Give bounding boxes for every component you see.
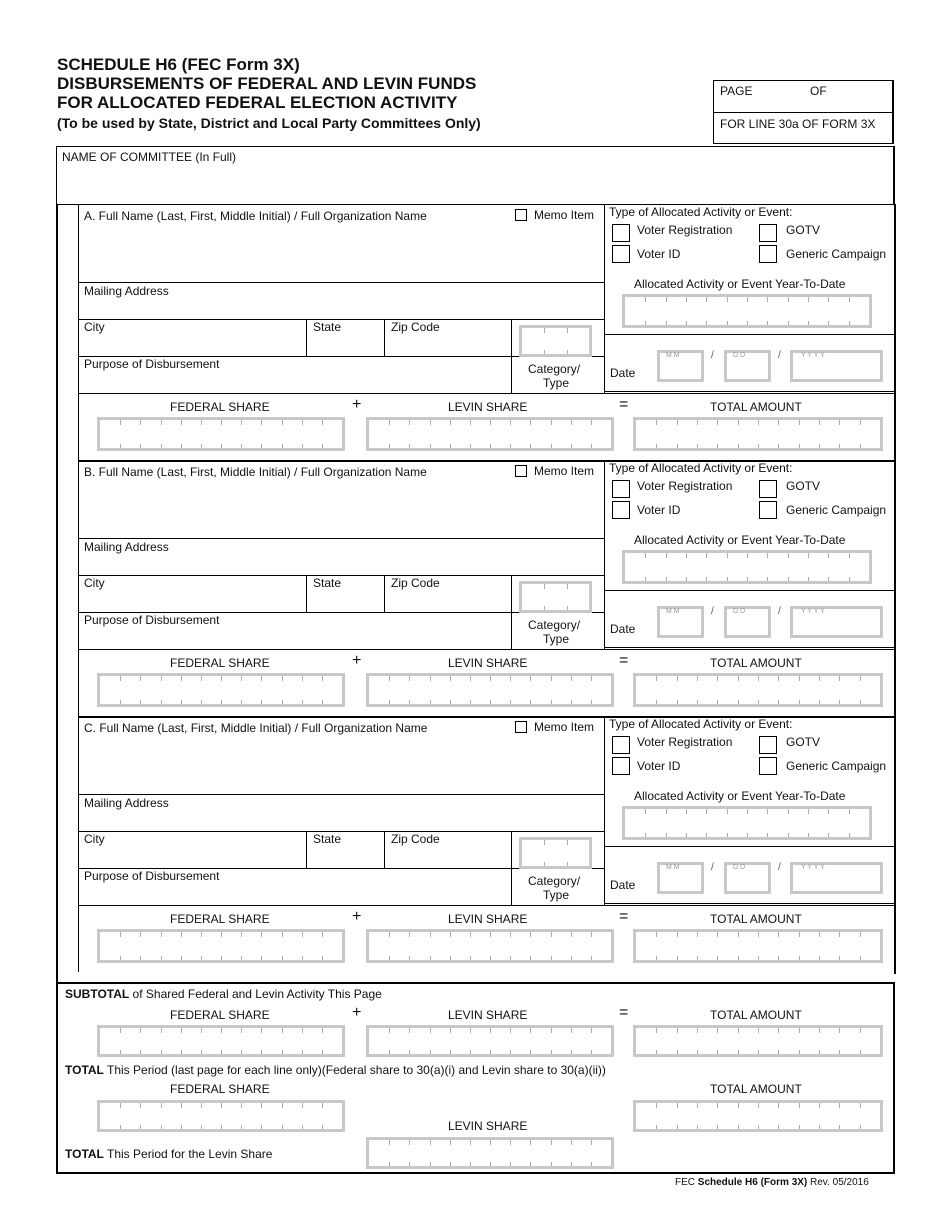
- subtotal-levin-field[interactable]: [366, 1025, 614, 1057]
- page-label: PAGE: [720, 84, 753, 98]
- entry-a-name-label: A. Full Name (Last, First, Middle Initial) / Full Organization Name: [84, 209, 427, 223]
- entry-a-generic-campaign-checkbox[interactable]: [759, 245, 777, 263]
- entry-c-zip-label: Zip Code: [391, 832, 440, 846]
- form-footer: FEC Schedule H6 (Form 3X) Rev. 05/2016: [675, 1177, 869, 1188]
- entry-a-equals: =: [619, 396, 629, 413]
- subtotal-label: SUBTOTAL of Shared Federal and Levin Activity This Page: [65, 987, 382, 1001]
- date-hint: M M: [666, 352, 680, 359]
- entry-b-voter-registration-checkbox[interactable]: [612, 480, 630, 498]
- date-hint: M M: [666, 608, 680, 615]
- entry-b-ytd-field[interactable]: [622, 550, 872, 584]
- entry-c-federal-field[interactable]: [97, 929, 345, 963]
- date-hint: Y Y Y Y: [801, 864, 825, 871]
- entry-b-zip-label: Zip Code: [391, 576, 440, 590]
- entry-a-memo-label: Memo Item: [534, 208, 595, 222]
- date-hint: M M: [666, 864, 680, 871]
- entry-b-federal-label: FEDERAL SHARE: [170, 656, 270, 670]
- entry-b-voter-registration-label: Voter Registration: [637, 479, 733, 493]
- entry-a-date-slash-1: /: [711, 350, 714, 361]
- entry-a-type-label-2: Type: [543, 376, 570, 390]
- entry-a-total-label: TOTAL AMOUNT: [710, 400, 802, 414]
- entry-c-memo-label: Memo Item: [534, 720, 595, 734]
- entry-c-total-label: TOTAL AMOUNT: [710, 912, 802, 926]
- entry-b-equals: =: [619, 652, 629, 669]
- entry-b-type-label-2: Type: [543, 632, 570, 646]
- entry-b-date-slash-1: /: [711, 606, 714, 617]
- form-title-line2: FOR ALLOCATED FEDERAL ELECTION ACTIVITY: [57, 93, 458, 112]
- entry-a-voter-registration-checkbox[interactable]: [612, 224, 630, 242]
- entry-c-category-label: Category/: [528, 874, 581, 888]
- entry-b-gotv-label: GOTV: [786, 479, 821, 493]
- entry-c-ytd-label: Allocated Activity or Event Year-To-Date: [634, 789, 846, 803]
- entry-c-date-label: Date: [610, 878, 636, 892]
- total-period-label: TOTAL This Period (last page for each line only)(Federal share to 30(a)(i) and Levin share to 30(a)(ii)): [65, 1063, 606, 1077]
- entry-b-city-label: City: [84, 576, 105, 590]
- entry-c-state-label: State: [313, 832, 342, 846]
- entry-a-zip-label: Zip Code: [391, 320, 440, 334]
- entry-c-voter-registration-label: Voter Registration: [637, 735, 733, 749]
- entry-a-date-year[interactable]: [790, 350, 883, 382]
- entry-a-gotv-label: GOTV: [786, 223, 821, 237]
- date-hint: D D: [733, 352, 746, 359]
- entry-c-purpose-label: Purpose of Disbursement: [84, 869, 220, 883]
- entry-a-state-label: State: [313, 320, 342, 334]
- entry-b-federal-field[interactable]: [97, 673, 345, 707]
- entry-b-plus: +: [352, 652, 362, 669]
- total-amount-field[interactable]: [633, 1100, 883, 1132]
- entry-c-date-slash-2: /: [778, 862, 781, 873]
- entry-a-category-label: Category/: [528, 362, 581, 376]
- entry-b-total-label: TOTAL AMOUNT: [710, 656, 802, 670]
- date-hint: Y Y Y Y: [801, 352, 825, 359]
- form-subtitle: (To be used by State, District and Local Party Committees Only): [57, 115, 481, 131]
- entry-c-total-field[interactable]: [633, 929, 883, 963]
- entry-c-name-label: C. Full Name (Last, First, Middle Initial) / Full Organization Name: [84, 721, 428, 735]
- entry-b-total-field[interactable]: [633, 673, 883, 707]
- entry-c-generic-campaign-checkbox[interactable]: [759, 757, 777, 775]
- entry-a-levin-field[interactable]: [366, 417, 614, 451]
- entry-a-generic-campaign-label: Generic Campaign: [786, 247, 887, 261]
- entry-b-generic-campaign-label: Generic Campaign: [786, 503, 887, 517]
- entry-a-federal-field[interactable]: [97, 417, 345, 451]
- entry-a-voter-id-label: Voter ID: [637, 247, 681, 261]
- entry-b-memo-label: Memo Item: [534, 464, 595, 478]
- of-label: OF: [810, 84, 827, 98]
- entry-b-date-month[interactable]: [657, 606, 704, 638]
- entry-c-date-year[interactable]: [790, 862, 883, 894]
- entry-c-voter-id-checkbox[interactable]: [612, 757, 630, 775]
- entry-c-equals: =: [619, 908, 629, 925]
- entry-a-date-day[interactable]: [724, 350, 771, 382]
- total-federal-label: FEDERAL SHARE: [170, 1082, 270, 1096]
- entry-c-date-month[interactable]: [657, 862, 704, 894]
- entry-a-city-label: City: [84, 320, 105, 334]
- entry-b-ytd-label: Allocated Activity or Event Year-To-Date: [634, 533, 846, 547]
- date-hint: D D: [733, 864, 746, 871]
- entry-b-name-label: B. Full Name (Last, First, Middle Initial) / Full Organization Name: [84, 465, 427, 479]
- total-levin-label: LEVIN SHARE: [448, 1119, 528, 1133]
- entry-a-date-slash-2: /: [778, 350, 781, 361]
- entry-c-levin-field[interactable]: [366, 929, 614, 963]
- entry-c-federal-label: FEDERAL SHARE: [170, 912, 270, 926]
- entry-b-mailing-address-field[interactable]: [80, 554, 600, 574]
- date-hint: Y Y Y Y: [801, 608, 825, 615]
- schedule-title: SCHEDULE H6 (FEC Form 3X): [57, 55, 300, 74]
- entry-c-voter-id-label: Voter ID: [637, 759, 681, 773]
- entry-c-voter-registration-checkbox[interactable]: [612, 736, 630, 754]
- entry-c-type-label-2: Type: [543, 888, 570, 902]
- entry-a-category-field[interactable]: [519, 325, 592, 357]
- committee-label: NAME OF COMMITTEE (In Full): [62, 150, 236, 164]
- entry-b-purpose-label: Purpose of Disbursement: [84, 613, 220, 627]
- entry-a-mailing-address-label: Mailing Address: [84, 284, 169, 298]
- entry-a-date-label: Date: [610, 366, 636, 380]
- entry-a-ytd-field[interactable]: [622, 294, 872, 328]
- entry-c-ytd-field[interactable]: [622, 806, 872, 840]
- entry-b-levin-label: LEVIN SHARE: [448, 656, 528, 670]
- entry-a-gotv-checkbox[interactable]: [759, 224, 777, 242]
- plus-sign: +: [352, 1004, 362, 1021]
- entry-b-generic-campaign-checkbox[interactable]: [759, 501, 777, 519]
- date-hint: D D: [733, 608, 746, 615]
- entry-b-date-day[interactable]: [724, 606, 771, 638]
- entry-a-voter-registration-label: Voter Registration: [637, 223, 733, 237]
- entry-c-gotv-label: GOTV: [786, 735, 821, 749]
- entry-c-date-day[interactable]: [724, 862, 771, 894]
- total-federal-field[interactable]: [97, 1100, 345, 1132]
- entry-a-mailing-address-field[interactable]: [80, 298, 600, 318]
- entry-b-type-label: Type of Allocated Activity or Event:: [609, 461, 793, 475]
- entry-b-date-year[interactable]: [790, 606, 883, 638]
- entry-c-mailing-address-field[interactable]: [80, 810, 600, 830]
- entry-b-memo-checkbox[interactable]: [515, 465, 527, 477]
- entry-a-federal-label: FEDERAL SHARE: [170, 400, 270, 414]
- entry-c-memo-checkbox[interactable]: [515, 721, 527, 733]
- entry-a-plus: +: [352, 396, 362, 413]
- entry-b-category-label: Category/: [528, 618, 581, 632]
- entry-b-date-label: Date: [610, 622, 636, 636]
- for-line-label: FOR LINE 30a OF FORM 3X: [720, 117, 876, 131]
- entry-b-voter-id-checkbox[interactable]: [612, 501, 630, 519]
- entry-b-state-label: State: [313, 576, 342, 590]
- entry-c-category-field[interactable]: [519, 837, 592, 869]
- entry-c-plus: +: [352, 908, 362, 925]
- entry-a-ytd-label: Allocated Activity or Event Year-To-Date: [634, 277, 846, 291]
- subtotal-levin-label: LEVIN SHARE: [448, 1008, 528, 1022]
- entry-a-memo-checkbox[interactable]: [515, 209, 527, 221]
- entry-c-date-slash-1: /: [711, 862, 714, 873]
- entry-a-purpose-label: Purpose of Disbursement: [84, 357, 220, 371]
- entry-a-date-month[interactable]: [657, 350, 704, 382]
- entry-b-mailing-address-label: Mailing Address: [84, 540, 169, 554]
- entry-b-category-field[interactable]: [519, 581, 592, 613]
- entry-a-type-label: Type of Allocated Activity or Event:: [609, 205, 793, 219]
- subtotal-total-field[interactable]: [633, 1025, 883, 1057]
- entry-b-date-slash-2: /: [778, 606, 781, 617]
- entry-c-generic-campaign-label: Generic Campaign: [786, 759, 887, 773]
- entry-c-type-label: Type of Allocated Activity or Event:: [609, 717, 793, 731]
- subtotal-total-label: TOTAL AMOUNT: [710, 1008, 802, 1022]
- form-title-line1: DISBURSEMENTS OF FEDERAL AND LEVIN FUNDS: [57, 74, 477, 93]
- equals-sign: =: [619, 1004, 629, 1021]
- entry-b-levin-field[interactable]: [366, 673, 614, 707]
- entry-a-levin-label: LEVIN SHARE: [448, 400, 528, 414]
- subtotal-federal-field[interactable]: [97, 1025, 345, 1057]
- subtotal-federal-label: FEDERAL SHARE: [170, 1008, 270, 1022]
- entry-a-total-field[interactable]: [633, 417, 883, 451]
- total-amount-label: TOTAL AMOUNT: [710, 1082, 802, 1096]
- entry-c-levin-label: LEVIN SHARE: [448, 912, 528, 926]
- entry-a-voter-id-checkbox[interactable]: [612, 245, 630, 263]
- entry-c-city-label: City: [84, 832, 105, 846]
- total-levin-field[interactable]: [366, 1137, 614, 1169]
- total-levin-period-label: TOTAL This Period for the Levin Share: [65, 1147, 273, 1161]
- entry-c-mailing-address-label: Mailing Address: [84, 796, 169, 810]
- entry-b-voter-id-label: Voter ID: [637, 503, 681, 517]
- entry-c-gotv-checkbox[interactable]: [759, 736, 777, 754]
- entry-b-gotv-checkbox[interactable]: [759, 480, 777, 498]
